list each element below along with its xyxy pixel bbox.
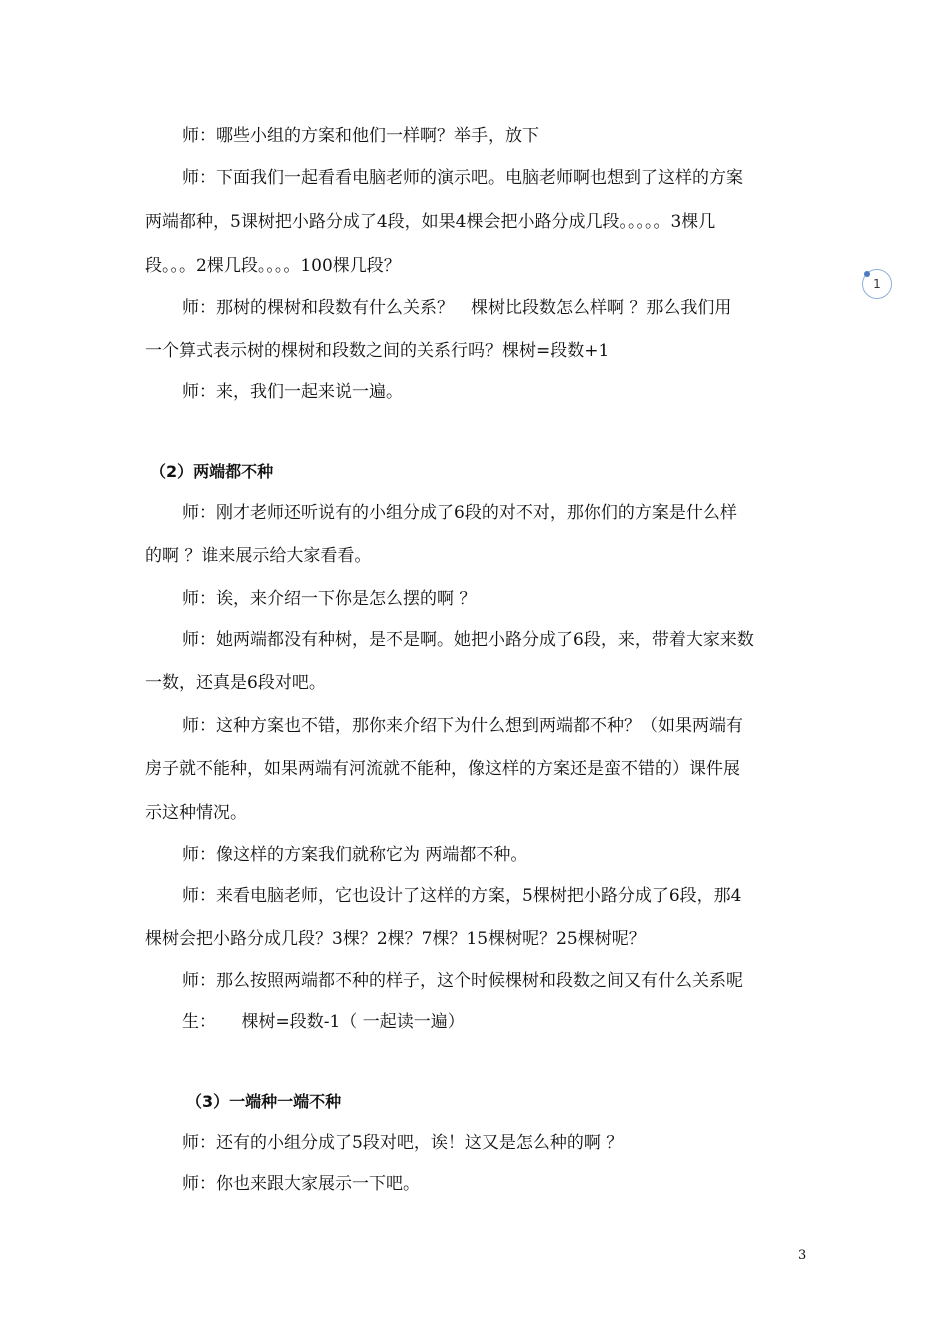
- paragraph-line: 的啊 ？谁来展示给大家看看。: [145, 546, 372, 566]
- paragraph-line: 生： 棵树=段数-1（ 一起读一遍）: [182, 1012, 465, 1032]
- paragraph-line: 师：刚才老师还听说有的小组分成了6段的对不对，那你们的方案是什么样: [182, 503, 737, 523]
- comment-marker[interactable]: [862, 269, 892, 299]
- paragraph-line: 师：像这样的方案我们就称它为 两端都不种。: [182, 845, 528, 865]
- paragraph-line: 师：还有的小组分成了5段对吧，诶！这又是怎么种的啊 ？: [182, 1133, 624, 1153]
- section-heading: （3）一端种一端不种: [186, 1092, 342, 1111]
- page-number: 3: [798, 1248, 807, 1263]
- paragraph-line: 师：那树的棵树和段数有什么关系？ 棵树比段数怎么样啊 ？那么我们用: [182, 298, 732, 318]
- paragraph-line: 师：来看电脑老师，它也设计了这样的方案，5棵树把小路分成了6段，那4: [182, 886, 742, 906]
- comment-number: 1: [873, 277, 881, 291]
- paragraph-line: 师：下面我们一起看看电脑老师的演示吧。电脑老师啊也想到了这样的方案: [182, 168, 743, 188]
- paragraph-line: 师：你也来跟大家展示一下吧。: [182, 1174, 420, 1194]
- paragraph-line: 师：那么按照两端都不种的样子，这个时候棵树和段数之间又有什么关系呢: [182, 971, 743, 991]
- paragraph-line: 房子就不能种，如果两端有河流就不能种，像这样的方案还是蛮不错的）课件展: [145, 759, 740, 779]
- paragraph-line: 师：她两端都没有种树，是不是啊。她把小路分成了6段，来，带着大家来数: [182, 630, 754, 650]
- paragraph-line: 段。。。2棵几段。。。。100棵几段？: [145, 256, 401, 276]
- paragraph-line: 示这种情况。: [145, 803, 247, 823]
- paragraph-line: 棵树会把小路分成几段？3棵？2棵？7棵？15棵树呢？25棵树呢？: [145, 929, 646, 949]
- paragraph-line: 两端都种，5课树把小路分成了4段，如果4棵会把小路分成几段。。。。。3棵几: [145, 212, 716, 232]
- paragraph-line: 师：来，我们一起来说一遍。: [182, 382, 403, 402]
- paragraph-line: 一个算式表示树的棵树和段数之间的关系行吗？棵树=段数+1: [145, 341, 610, 361]
- paragraph-line: 师：诶，来介绍一下你是怎么摆的啊 ？: [182, 589, 477, 609]
- paragraph-line: 师：这种方案也不错，那你来介绍下为什么想到两端都不种？（如果两端有: [182, 716, 743, 736]
- paragraph-line: 师：哪些小组的方案和他们一样啊？举手，放下: [182, 126, 539, 146]
- paragraph-line: 一数，还真是6段对吧。: [145, 673, 326, 693]
- comment-anchor-dot: [864, 271, 870, 277]
- section-heading: （2）两端都不种: [150, 462, 274, 481]
